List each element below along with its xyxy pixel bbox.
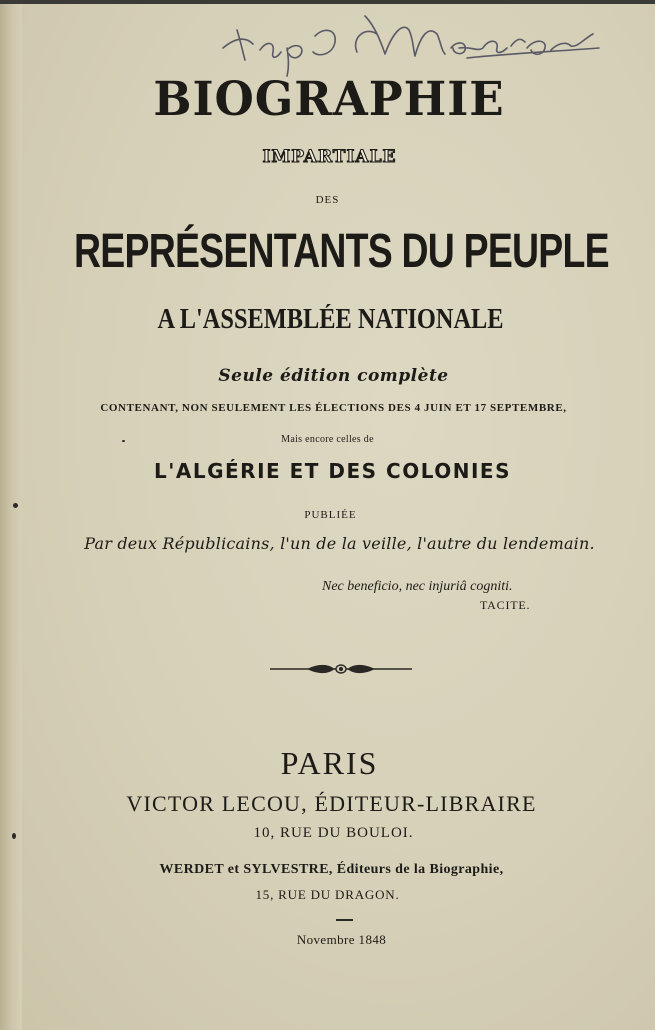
- authors-line: Par deux Républicains, l'un de la veille, l'autre du lendemain.: [84, 534, 595, 553]
- ink-spot: [122, 440, 125, 442]
- ink-spot: [13, 503, 18, 508]
- handwritten-signature: [215, 8, 605, 78]
- epigraph-quote: Nec beneficio, nec injuriâ cogniti.: [322, 579, 513, 594]
- publication-date: Novembre 1848: [296, 932, 387, 947]
- divider-dash: [336, 919, 353, 921]
- mais-encore-line: Mais encore celles de: [281, 434, 374, 445]
- city: PARIS: [280, 745, 379, 781]
- main-title: REPRÉSENTANTS DU PEUPLE: [74, 225, 609, 278]
- contents-line: CONTENANT, NON SEULEMENT LES ÉLECTIONS DES 4 JUIN ET 17 SEPTEMBRE,: [100, 402, 567, 414]
- ornament-rule-icon: [268, 660, 414, 678]
- co-publisher-address: 15, RUE DU DRAGON.: [255, 887, 400, 902]
- signature-text: Nap Mearon: [215, 8, 221, 9]
- assembly-line: A L'ASSEMBLÉE NATIONALE: [157, 304, 504, 335]
- co-publisher: WERDET et SYLVESTRE, Éditeurs de la Biographie,: [159, 862, 504, 877]
- book-title: BIOGRAPHIE: [153, 72, 505, 127]
- publisher-address: 10, RUE DU BOULOI.: [253, 825, 414, 841]
- ornate-subtitle: IMPARTIALE: [262, 147, 397, 167]
- ink-spot: [12, 833, 16, 839]
- des-word: DES: [315, 194, 340, 206]
- publisher-name: VICTOR LECOU, ÉDITEUR-LIBRAIRE: [126, 791, 537, 816]
- epigraph-author: TACITE.: [480, 598, 531, 612]
- publiee-word: PUBLIÉE: [304, 509, 357, 521]
- algeria-colonies-line: L'ALGÉRIE ET DES COLONIES: [154, 459, 511, 483]
- edition-note: Seule édition complète: [218, 366, 449, 386]
